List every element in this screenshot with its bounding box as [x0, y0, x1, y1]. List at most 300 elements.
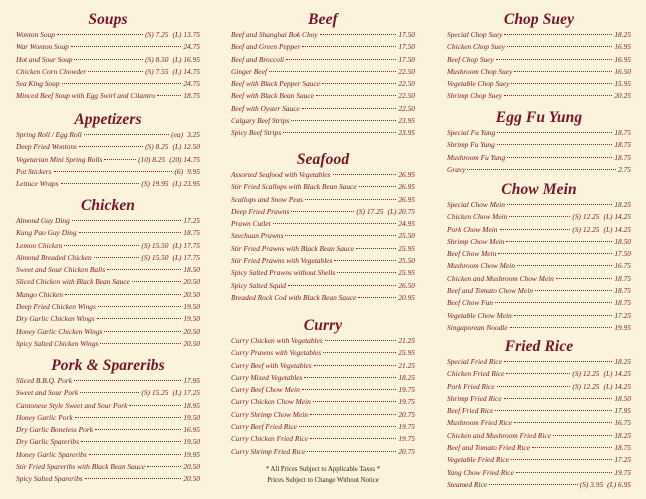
- item-name: Spicy Salted Squid: [231, 280, 287, 290]
- item-price: 20.50: [183, 326, 200, 336]
- menu-item: [447, 454, 631, 466]
- menu-item: [231, 127, 415, 139]
- item-price-small: (S) 15.50: [141, 252, 169, 262]
- item-name: Deep Fried Chicken Wings: [16, 302, 96, 312]
- menu-item: [231, 243, 415, 255]
- dot-leader: [288, 285, 396, 286]
- item-price-small: (S) 7.55: [145, 66, 169, 76]
- dot-leader: [310, 438, 396, 439]
- menu-item: [231, 194, 415, 206]
- item-name: Spicy Salted Spareribs: [16, 474, 83, 484]
- item-name: Vegetarian Mini Spring Rolls: [16, 154, 103, 164]
- item-price: 17.50: [614, 249, 631, 259]
- dot-leader: [57, 34, 143, 35]
- dot-leader: [129, 405, 181, 406]
- item-name: Breaded Rock Cod with Black Bean Sauce: [231, 292, 357, 302]
- dot-leader: [514, 315, 613, 316]
- menu-item: [231, 292, 415, 304]
- item-price: 25.50: [398, 231, 415, 241]
- menu-item: [231, 66, 415, 78]
- item-price-small: (S) 12.25: [572, 224, 600, 234]
- dot-leader: [314, 365, 397, 366]
- dot-leader: [467, 169, 616, 170]
- item-price: 17.25: [183, 216, 200, 225]
- section-heading: Curry: [303, 317, 343, 334]
- item-name: Chicken and Mushroom Chow Mein: [447, 273, 554, 283]
- menu-item: [16, 375, 200, 387]
- menu-item: [231, 41, 415, 53]
- section-chicken: [16, 196, 200, 350]
- item-price: 19.95: [614, 322, 631, 332]
- item-name: Beef with Oyster Sauce: [231, 103, 300, 113]
- menu-item: [16, 313, 200, 325]
- section-heading: Soups: [88, 11, 128, 28]
- item-name: Shrimp Fried Rice: [447, 393, 502, 403]
- dot-leader: [509, 216, 570, 217]
- menu-item: [231, 29, 415, 41]
- section-beef: [231, 10, 415, 140]
- dot-leader: [497, 144, 613, 145]
- menu-item: [447, 405, 631, 417]
- item-price: 25.95: [398, 348, 415, 358]
- dot-leader: [510, 327, 613, 328]
- item-price: 18.75: [614, 128, 631, 137]
- item-price: 25.95: [398, 243, 415, 253]
- dot-leader: [489, 484, 578, 485]
- item-price: 18.75: [614, 298, 631, 308]
- menu-item: [447, 310, 631, 322]
- item-price: (L) 12.50: [172, 142, 200, 152]
- item-price-small: (S) 3.95: [579, 479, 604, 489]
- item-price: 19.75: [398, 385, 415, 395]
- item-price: 17.95: [183, 376, 200, 385]
- dot-leader: [94, 257, 140, 258]
- item-price: 18.75: [614, 286, 631, 296]
- item-name: Sea King Soup: [16, 79, 60, 89]
- item-price: 18.25: [614, 430, 631, 440]
- item-name: Chicken Chop Suey: [447, 42, 505, 52]
- item-name: Chicken and Mushroom Fried Rice: [447, 430, 551, 440]
- menu-item: [231, 169, 415, 181]
- dot-leader: [497, 386, 571, 387]
- dot-leader: [302, 108, 397, 109]
- dot-leader: [286, 59, 396, 60]
- section-heading: Chicken: [80, 197, 136, 214]
- menu-item: [16, 436, 200, 448]
- section-eggfuyung: [447, 108, 631, 176]
- item-price-small: (S) 17.25: [356, 206, 384, 216]
- item-name: Prawn Cutlet: [231, 219, 271, 229]
- menu-item: [231, 347, 415, 359]
- item-price: 17.50: [398, 30, 415, 39]
- menu-item: [231, 255, 415, 267]
- dot-leader: [304, 377, 396, 378]
- menu-item: [231, 433, 415, 445]
- item-price: 19.50: [183, 302, 200, 312]
- menu-item: [447, 139, 631, 151]
- item-price: 20.50: [183, 462, 200, 472]
- item-name: Mushroom Chow Mein: [447, 261, 515, 271]
- item-price: (L) 20.75: [387, 206, 415, 216]
- dot-leader: [507, 204, 612, 205]
- item-price-small: (S) 15.25: [141, 388, 169, 398]
- dot-leader: [535, 290, 612, 291]
- dot-leader: [100, 343, 181, 344]
- menu-item: [16, 400, 200, 412]
- item-price: 25.50: [398, 256, 415, 266]
- item-name: Spicy Beef Strips: [231, 128, 282, 138]
- menu-item: [16, 141, 200, 153]
- item-name: Almond Guy Ding: [16, 216, 70, 225]
- section-heading: Appetizers: [74, 111, 142, 128]
- item-price: 21.25: [398, 336, 415, 345]
- dot-leader: [507, 46, 612, 47]
- menu-item: [16, 78, 200, 90]
- menu-item: [447, 78, 631, 90]
- dot-leader: [89, 454, 182, 455]
- item-name: Assorted Seafood with Vegetables: [231, 170, 331, 179]
- section-soups: [16, 10, 200, 103]
- item-price: 18.25: [398, 372, 415, 382]
- dot-leader: [334, 260, 396, 261]
- menu-item: [447, 54, 631, 66]
- dot-leader: [500, 229, 571, 230]
- item-price: 20.75: [398, 446, 415, 456]
- item-price: 26.95: [398, 194, 415, 204]
- menu-item: [447, 90, 631, 102]
- menu-item: [16, 41, 200, 53]
- item-price: 24.95: [398, 219, 415, 229]
- dot-leader: [285, 235, 396, 236]
- dot-leader: [337, 272, 396, 273]
- item-price: 17.50: [398, 42, 415, 52]
- item-price: 22.50: [398, 66, 415, 76]
- item-name: Ginger Beef: [231, 66, 267, 76]
- dot-leader: [79, 146, 143, 147]
- item-price: 16.75: [614, 261, 631, 271]
- menu-item: [447, 66, 631, 78]
- item-price-small: (S) 8.25: [145, 142, 169, 152]
- item-name: Curry Shrimp Chow Mein: [231, 409, 308, 419]
- item-name: Spicy Salted Chicken Wings: [16, 338, 99, 348]
- tax-note: * All Prices Subject to Applicable Taxes *: [265, 466, 381, 473]
- item-name: Vegetable Chop Suey: [447, 79, 510, 89]
- item-name: Kung Pao Guy Ding: [16, 228, 77, 238]
- menu-item: [16, 461, 200, 473]
- item-price: (L) 14.25: [603, 224, 631, 234]
- menu-item: [231, 115, 415, 127]
- item-name: Vegetable Fried Rice: [447, 455, 509, 465]
- price-change-note: Prices Subject to Change Without Notice: [267, 477, 379, 484]
- dot-leader: [325, 340, 397, 341]
- item-name: Scallops and Snow Peas: [231, 194, 304, 204]
- menu-item: [447, 417, 631, 429]
- item-name: Beef and Tomato Fried Rice: [447, 443, 531, 453]
- menu-item: [447, 297, 631, 309]
- menu-item: [231, 218, 415, 230]
- item-name: Curry Mixed Vegetables: [231, 372, 303, 382]
- item-price: 19.50: [183, 314, 200, 324]
- item-price-small: (S) 15.50: [141, 240, 169, 250]
- dot-leader: [511, 83, 612, 84]
- item-name: Beef and Green Pepper: [231, 42, 301, 52]
- dot-leader: [74, 380, 181, 381]
- item-name: Lettuce Wraps: [16, 179, 59, 189]
- dot-leader: [333, 174, 397, 175]
- section-pork: [16, 356, 200, 486]
- menu-item: [231, 409, 415, 421]
- dot-leader: [322, 83, 396, 84]
- dot-leader: [132, 281, 181, 282]
- item-name: Singaporean Noodle: [447, 322, 508, 332]
- menu-item: [16, 289, 200, 301]
- menu-item: [16, 473, 200, 485]
- menu-item: [447, 479, 631, 491]
- item-price: 17.25: [614, 455, 631, 465]
- dot-leader: [85, 478, 182, 479]
- menu-item: [447, 236, 631, 248]
- menu-item: [447, 199, 631, 211]
- menu-item: [447, 127, 631, 139]
- menu-item: [231, 360, 415, 372]
- item-price: (L) 14.25: [603, 369, 631, 379]
- menu-item: [231, 335, 415, 347]
- item-price: 21.25: [398, 360, 415, 370]
- item-price: 25.95: [398, 268, 415, 278]
- dot-leader: [498, 253, 612, 254]
- item-price: 22.50: [398, 91, 415, 101]
- item-name: Szechuan Prawns: [231, 231, 284, 241]
- item-price: 2.75: [618, 164, 631, 174]
- item-name: Special Chow Mein: [447, 200, 505, 209]
- menu-item: [16, 412, 200, 424]
- dot-leader: [495, 302, 612, 303]
- section-heading: Chow Mein: [501, 181, 577, 198]
- dot-leader: [496, 59, 613, 60]
- menu-item: [447, 442, 631, 454]
- item-price: 18.75: [614, 152, 631, 162]
- item-name: Spring Roll / Egg Roll: [16, 130, 82, 139]
- menu-item: [16, 227, 200, 239]
- item-price: 26.95: [398, 182, 415, 192]
- section-heading: Chop Suey: [503, 11, 575, 28]
- menu-item: [231, 90, 415, 102]
- dot-leader: [104, 159, 136, 160]
- dot-leader: [532, 447, 612, 448]
- item-price: 15.95: [614, 79, 631, 89]
- item-price-small: (6): [174, 166, 184, 176]
- item-name: Shrimp Fu Yung: [447, 140, 495, 150]
- item-price: 17.50: [398, 54, 415, 64]
- section-curry: [231, 316, 415, 458]
- item-price: 9.95: [187, 166, 200, 176]
- item-name: Sliced B.B.Q. Pork: [16, 376, 73, 385]
- menu-item: [447, 260, 631, 272]
- dot-leader: [313, 401, 397, 402]
- item-price: 19.75: [398, 397, 415, 407]
- section-heading: Egg Fu Yung: [495, 109, 583, 126]
- item-price: 20.50: [183, 289, 200, 299]
- item-price: 24.75: [183, 79, 200, 89]
- item-price: 18.75: [183, 91, 200, 101]
- item-name: Chicken Fried Rice: [447, 369, 505, 379]
- menu-item: [231, 421, 415, 433]
- section-seafood: [231, 150, 415, 304]
- item-name: Special Chop Suey: [447, 30, 503, 39]
- item-name: Curry Prawns with Vegetables: [231, 348, 322, 358]
- item-price-small: (S) 12.25: [572, 369, 600, 379]
- item-price: (20) 14.75: [169, 154, 200, 164]
- item-name: War Wonton Soup: [16, 42, 69, 52]
- item-price: 20.50: [183, 338, 200, 348]
- item-price: (L) 14.25: [603, 212, 631, 222]
- section-heading: Pork & Spareribs: [51, 357, 165, 374]
- dot-leader: [506, 373, 570, 374]
- menu-item: [447, 285, 631, 297]
- menu-item: [231, 230, 415, 242]
- dot-leader: [506, 241, 612, 242]
- dot-leader: [95, 429, 181, 430]
- item-name: Pork Fried Rice: [447, 381, 495, 391]
- menu-item: [447, 211, 631, 223]
- item-price-small: (S) 12.25: [572, 381, 600, 391]
- menu-item: [447, 356, 631, 368]
- item-name: Beef Fried Rice: [447, 406, 494, 416]
- dot-leader: [310, 414, 396, 415]
- item-price: 18.50: [614, 393, 631, 403]
- menu-item: [16, 326, 200, 338]
- item-price: (L) 13.75: [172, 30, 200, 39]
- menu-item: [231, 384, 415, 396]
- item-price-small: (S) 8.50: [145, 54, 169, 64]
- item-price: 23.95: [398, 128, 415, 138]
- item-name: Curry Beef Chow Mein: [231, 385, 300, 395]
- dot-leader: [514, 422, 612, 423]
- dot-leader: [307, 451, 396, 452]
- item-name: Beef and Tomato Chow Mein: [447, 286, 533, 296]
- dot-leader: [504, 398, 613, 399]
- dot-leader: [62, 83, 182, 84]
- item-name: Curry Chicken Chow Mein: [231, 397, 311, 407]
- item-price: 22.50: [398, 103, 415, 113]
- section-chopsuey: [447, 10, 631, 103]
- item-name: Shrimp Chow Mein: [447, 236, 505, 246]
- dot-leader: [320, 34, 397, 35]
- item-price: 18.75: [614, 443, 631, 453]
- menu-item: [447, 41, 631, 53]
- item-name: Chicken Corn Chowder: [16, 66, 87, 76]
- item-name: Yang Chow Fried Rice: [447, 467, 514, 477]
- menu-item: [231, 267, 415, 279]
- item-name: Pot Stickers: [16, 166, 52, 176]
- dot-leader: [104, 331, 181, 332]
- item-price: 20.95: [398, 292, 415, 302]
- item-name: Curry Beef with Vegetables: [231, 360, 312, 370]
- menu-item: [16, 387, 200, 399]
- menu-item: [16, 129, 200, 141]
- dot-leader: [107, 269, 181, 270]
- dot-leader: [504, 361, 612, 362]
- item-name: Stir Fried Spareribs with Black Bean Sauce: [16, 462, 146, 472]
- item-name: Deep Fried Prawns: [231, 206, 290, 216]
- item-price: 18.75: [614, 273, 631, 283]
- item-price: 26.50: [398, 280, 415, 290]
- item-name: Minced Beef Soup with Egg Swirl and Cilantro: [16, 91, 156, 101]
- dot-leader: [98, 306, 182, 307]
- item-price: (L) 17.75: [172, 240, 200, 250]
- item-name: Curry Beef Fried Rice: [231, 422, 297, 432]
- item-name: Cantonese Style Sweet and Sour Pork: [16, 400, 128, 410]
- menu-item: [16, 240, 200, 252]
- item-price: 26.95: [398, 170, 415, 179]
- item-price: 18.25: [614, 357, 631, 366]
- item-price: 20.25: [614, 91, 631, 101]
- menu-item: [16, 252, 200, 264]
- dot-leader: [75, 417, 182, 418]
- menu-item: [231, 372, 415, 384]
- menu-item: [16, 301, 200, 313]
- dot-leader: [64, 245, 139, 246]
- dot-leader: [356, 248, 396, 249]
- menu-item: [447, 322, 631, 334]
- item-price-small: (S) 7.25: [145, 30, 169, 39]
- menu-item: [16, 424, 200, 436]
- item-price: 18.95: [183, 400, 200, 410]
- item-price: 18.25: [614, 30, 631, 39]
- dot-leader: [72, 220, 182, 221]
- item-name: Vegetable Chow Mein: [447, 310, 512, 320]
- menu-item: [16, 338, 200, 350]
- item-price: 18.75: [614, 140, 631, 150]
- item-name: Almond Breaded Chicken: [16, 252, 92, 262]
- dot-leader: [61, 183, 140, 184]
- item-price: (L) 17.25: [172, 388, 200, 398]
- item-price: (L) 23.95: [172, 179, 200, 189]
- menu-item: [16, 90, 200, 102]
- item-name: Mushroom Fried Rice: [447, 418, 512, 428]
- menu-item: [231, 181, 415, 193]
- dot-leader: [273, 223, 397, 224]
- dot-leader: [299, 426, 396, 427]
- dot-leader: [504, 95, 612, 96]
- item-name: Dry Garlic Chicken Wings: [16, 314, 95, 324]
- item-name: Sliced Chicken with Black Bean Sauce: [16, 277, 130, 287]
- dot-leader: [517, 265, 612, 266]
- menu-item: [231, 280, 415, 292]
- dot-leader: [54, 171, 173, 172]
- item-name: Gravy: [447, 164, 466, 174]
- item-name: Mango Chicken: [16, 289, 63, 299]
- menu-item: [16, 264, 200, 276]
- section-heading: Beef: [308, 11, 338, 28]
- dot-leader: [504, 34, 612, 35]
- dot-leader: [74, 59, 143, 60]
- item-name: Special Fried Rice: [447, 357, 502, 366]
- menu-item: [447, 368, 631, 380]
- item-price-small: (10) 8.25: [138, 154, 166, 164]
- item-name: Honey Garlic Chicken Wings: [16, 326, 103, 336]
- item-price-small: (ea): [171, 130, 184, 139]
- item-name: Curry Chicken with Vegetables: [231, 336, 323, 345]
- item-name: Spicy Salted Prawns without Shells: [231, 268, 336, 278]
- section-appetizers: [16, 110, 200, 190]
- dot-leader: [556, 278, 612, 279]
- menu-item: [16, 178, 200, 190]
- menu-item: [447, 430, 631, 442]
- item-name: Hot and Sour Soup: [16, 54, 73, 64]
- item-price: 19.50: [183, 437, 200, 447]
- item-name: Stir Fried Scallops with Black Bean Sauce: [231, 182, 357, 192]
